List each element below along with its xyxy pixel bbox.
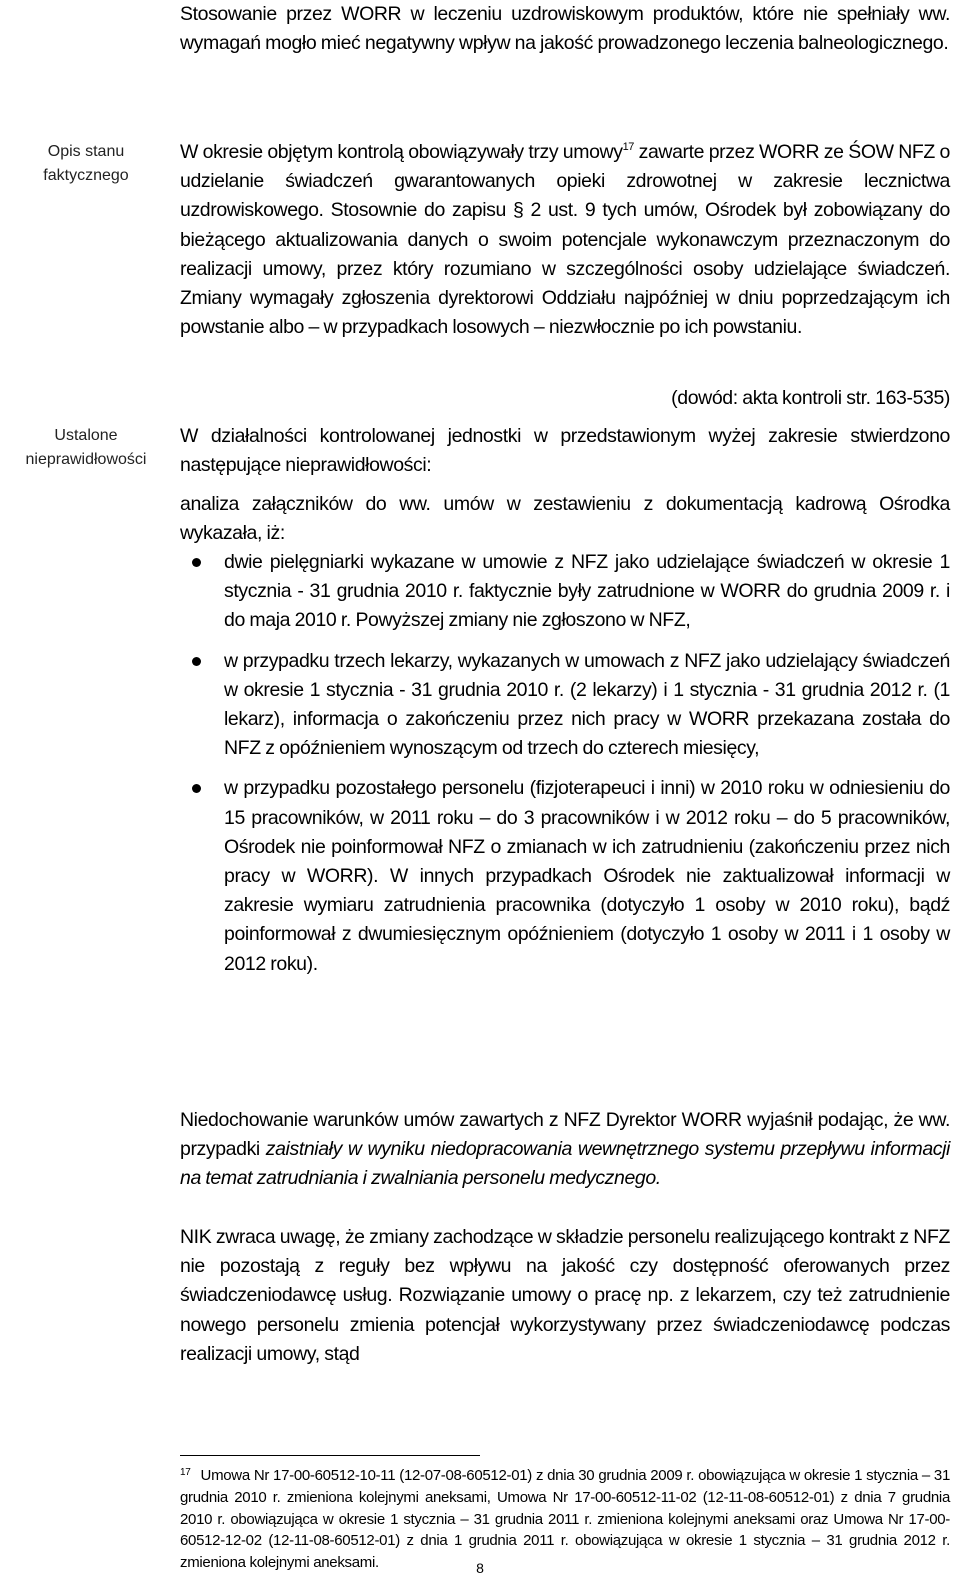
irregularities-list	[180, 548, 950, 979]
list-item	[180, 647, 950, 764]
explanation-plain: Niedochowanie warunków umów zawartych z NFZ Dyrektor WORR wyjaśnił podając, że ww. przypadki	[180, 1109, 950, 1161]
footnote-number: 17	[180, 1467, 191, 1478]
intro-paragraph: Stosowanie przez WORR w leczeniu uzdrowiskowym produktów, które nie spełniały ww. wymagań mogło mieć negatywny wpływ na jakość prowadzonego leczenia balneologicznego.	[180, 3, 950, 55]
nik-comment-paragraph: NIK zwraca uwagę, że zmiany zachodzące w składzie personelu realizującego kontrakt z NFZ nie pozostają z reguły bez wpływu na jakość czy dostępność oferowanych przez świadczeniodawcę usług. Rozwiązanie umowy o pracę np. z lekarzem, czy też zatrudnienie nowego personelu zmienia potencjał wykorzystywany przez świadczeniodawcę podczas realizacji umowy, stąd	[180, 1226, 950, 1365]
facts-part2: zawarte przez WORR ze ŚOW NFZ o udzielanie świadczeń gwarantowanych opieki zdrowotnej w zakresie lecznictwa uzdrowiskowego. Stosownie do zapisu § 2 ust. 9 tych umów, Ośrodek był zobowiązany do bieżącego aktualizowania danych o swoim potencjale wykonawczym przeznaczonym do realizacji umowy, przez który rozumiano w szczególności osoby udzielające świadczeń. Zmiany wymagały zgłoszenia dyrektorowi Oddziału najpóźniej w dniu poprzedzającym ich powstanie albo – w przypadkach losowych – niezwłocznie po ich powstaniu.	[180, 141, 951, 339]
footnote	[180, 1465, 950, 1574]
facts-part1: W okresie objętym kontrolą obowiązywały trzy umowy	[180, 141, 623, 163]
page-number: 8	[476, 1560, 484, 1576]
list-item-text: w przypadku trzech lekarzy, wykazanych w umowach z NFZ jako udzielający świadczeń w okresie 1 stycznia - 31 grudnia 2010 r. (2 lekarzy) i 1 stycznia - 31 grudnia 2012 r. (1 lekarz), informacja o zakończeniu przez nich pracy w WORR przekazana została do NFZ z opóźnieniem wynoszącym od trzech do czterech miesięcy,	[224, 649, 950, 760]
footnote-text: Umowa Nr 17-00-60512-10-11 (12-07-08-60512-01) z dnia 30 grudnia 2009 r. obowiązująca w okresie 1 stycznia – 31 grudnia 2010 r. zmieniona kolejnymi aneksami, Umowa Nr 17-00-60512-11-02 (12-11-08-60512-01) z dnia 7 grudnia 2010 r. obowiązująca w okresie 1 stycznia – 31 grudnia 2011 r. zmieniona kolejnymi aneksami oraz Umowa Nr 17-00-60512-12-02 (12-11-08-60512-01) z dnia 1 grudnia 2011 r. obowiązująca w okresie 1 stycznia – 31 grudnia 2012 r. zmieniona kolejnymi aneksami.	[180, 1467, 950, 1572]
bullet-icon	[192, 784, 201, 793]
facts-paragraph	[180, 138, 950, 342]
analysis-paragraph: analiza załączników do ww. umów w zestawieniu z dokumentacją kadrową Ośrodka wykazała, iż:	[180, 493, 950, 545]
list-item	[180, 548, 950, 636]
list-item	[180, 774, 950, 978]
margin-label-facts-line1: Opis stanu	[47, 143, 125, 160]
list-item-text: dwie pielęgniarki wykazane w umowie z NFZ jako udzielające świadczeń w okresie 1 stycznia - 31 grudnia 2010 r. faktycznie były zatrudnione w WORR do grudnia 2009 r. i do maja 2010 r. Powyższej zmiany nie zgłoszono w NFZ,	[224, 551, 950, 632]
footnote-separator	[180, 1455, 480, 1456]
margin-label-facts-line2: faktycznego	[43, 167, 129, 184]
margin-label-irregularities	[0, 424, 172, 472]
bullet-icon	[192, 657, 201, 666]
footnote-reference: 17	[622, 141, 634, 153]
explanation-quote: zaistniały w wyniku niedopracowania wewnętrznego systemu przepływu informacji na temat zatrudniania i zwalniania personelu medycznego.	[180, 1138, 950, 1190]
explanation-paragraph	[180, 1106, 950, 1194]
evidence-reference: (dowód: akta kontroli str. 163-535)	[671, 387, 950, 409]
bullet-icon	[192, 558, 201, 567]
margin-label-facts	[0, 140, 172, 188]
margin-label-irregularities-line2: nieprawidłowości	[25, 451, 147, 468]
margin-label-irregularities-line1: Ustalone	[54, 427, 118, 444]
list-item-text: w przypadku pozostałego personelu (fizjoterapeuci i inni) w 2010 roku w odniesieniu do 15 pracowników, w 2011 roku – do 3 pracowników i w 2012 roku – do 5 pracowników, Ośrodek nie poinformował NFZ o zmianach w ich zatrudnieniu (zakończeniu przez nich pracy w WORR). W innych przypadkach Ośrodek nie zaktualizował informacji w zakresie wymiaru zatrudnienia pracownika (dotyczyło 1 osoby w 2010 roku), bądź poinformował z dwumiesięcznym opóźnieniem (dotyczyło 1 osoby w 2011 i 1 osoby w 2012 roku).	[224, 777, 950, 975]
irregularities-intro: W działalności kontrolowanej jednostki w przedstawionym wyżej zakresie stwierdzono następujące nieprawidłowości:	[180, 425, 950, 477]
